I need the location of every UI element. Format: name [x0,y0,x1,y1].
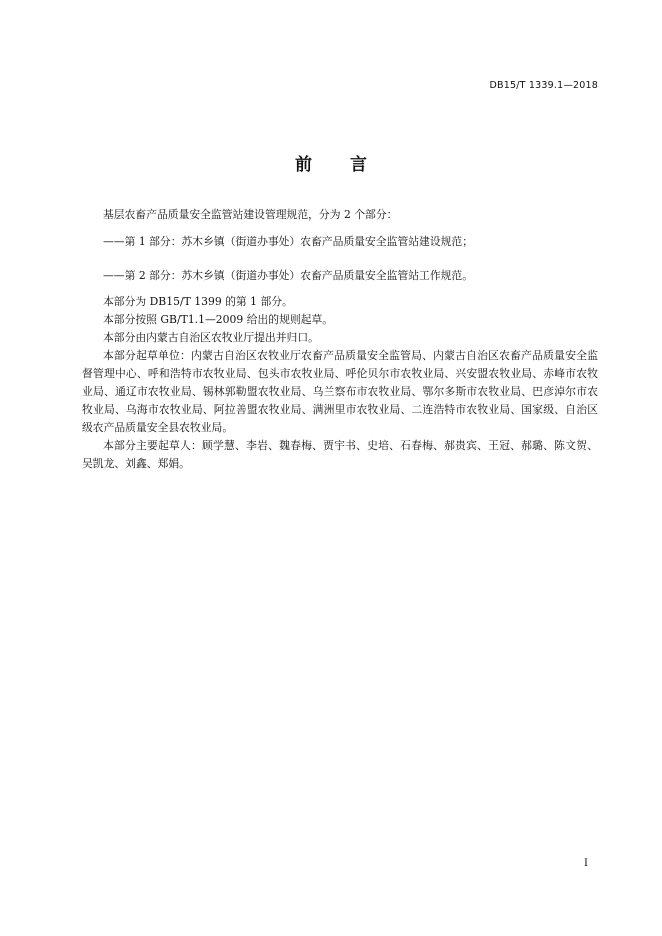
drafting-units-paragraph: 本部分起草单位：内蒙古自治区农牧业厅农畜产品质量安全监管局、内蒙古自治区农畜产品质量安全监督管理中心、呼和浩特市农牧业局、包头市农牧业局、呼伦贝尔市农牧业局、兴安盟农牧业局、赤峰市农牧业局、通辽市农牧业局、锡林郭勒盟农牧业局、乌兰察布市农牧业局、鄂尔多斯市农牧业局、巴彦淖尔市农牧业局、乌海市农牧业局、阿拉善盟农牧业局、满洲里市农牧业局、二连浩特市农牧业局、国家级、自治区级农产品质量安全县农牧业局。 [82,349,598,434]
part-1-item: ——第 1 部分：苏木乡镇（街道办事处）农畜产品质量安全监管站建设规范； [103,235,474,248]
part-2-item: ——第 2 部分：苏木乡镇（街道办事处）农畜产品质量安全监管站工作规范。 [103,269,474,282]
page-title: 前言 [295,155,405,175]
intro-paragraph: 基层农畜产品质量安全监管站建设管理规范，分为 2 个部分： [103,208,398,221]
document-code: DB15/T 1339.1—2018 [489,80,598,91]
is-part-paragraph: 本部分为 DB15/T 1399 的第 1 部分。 [103,295,293,308]
body-paragraphs [82,293,598,473]
drafted-per-paragraph: 本部分按照 GB/T1.1—2009 给出的规则起草。 [103,313,334,326]
page-number: I [584,858,588,869]
proposed-by-paragraph: 本部分由内蒙古自治区农牧业厅提出并归口。 [103,331,319,344]
drafters-paragraph: 本部分主要起草人：顾学慧、李岩、魏春梅、贾宇书、史培、石春梅、郝贵宾、王冠、郝璐、陈文贺、吴凯龙、刘鑫、郑娟。 [82,439,598,470]
